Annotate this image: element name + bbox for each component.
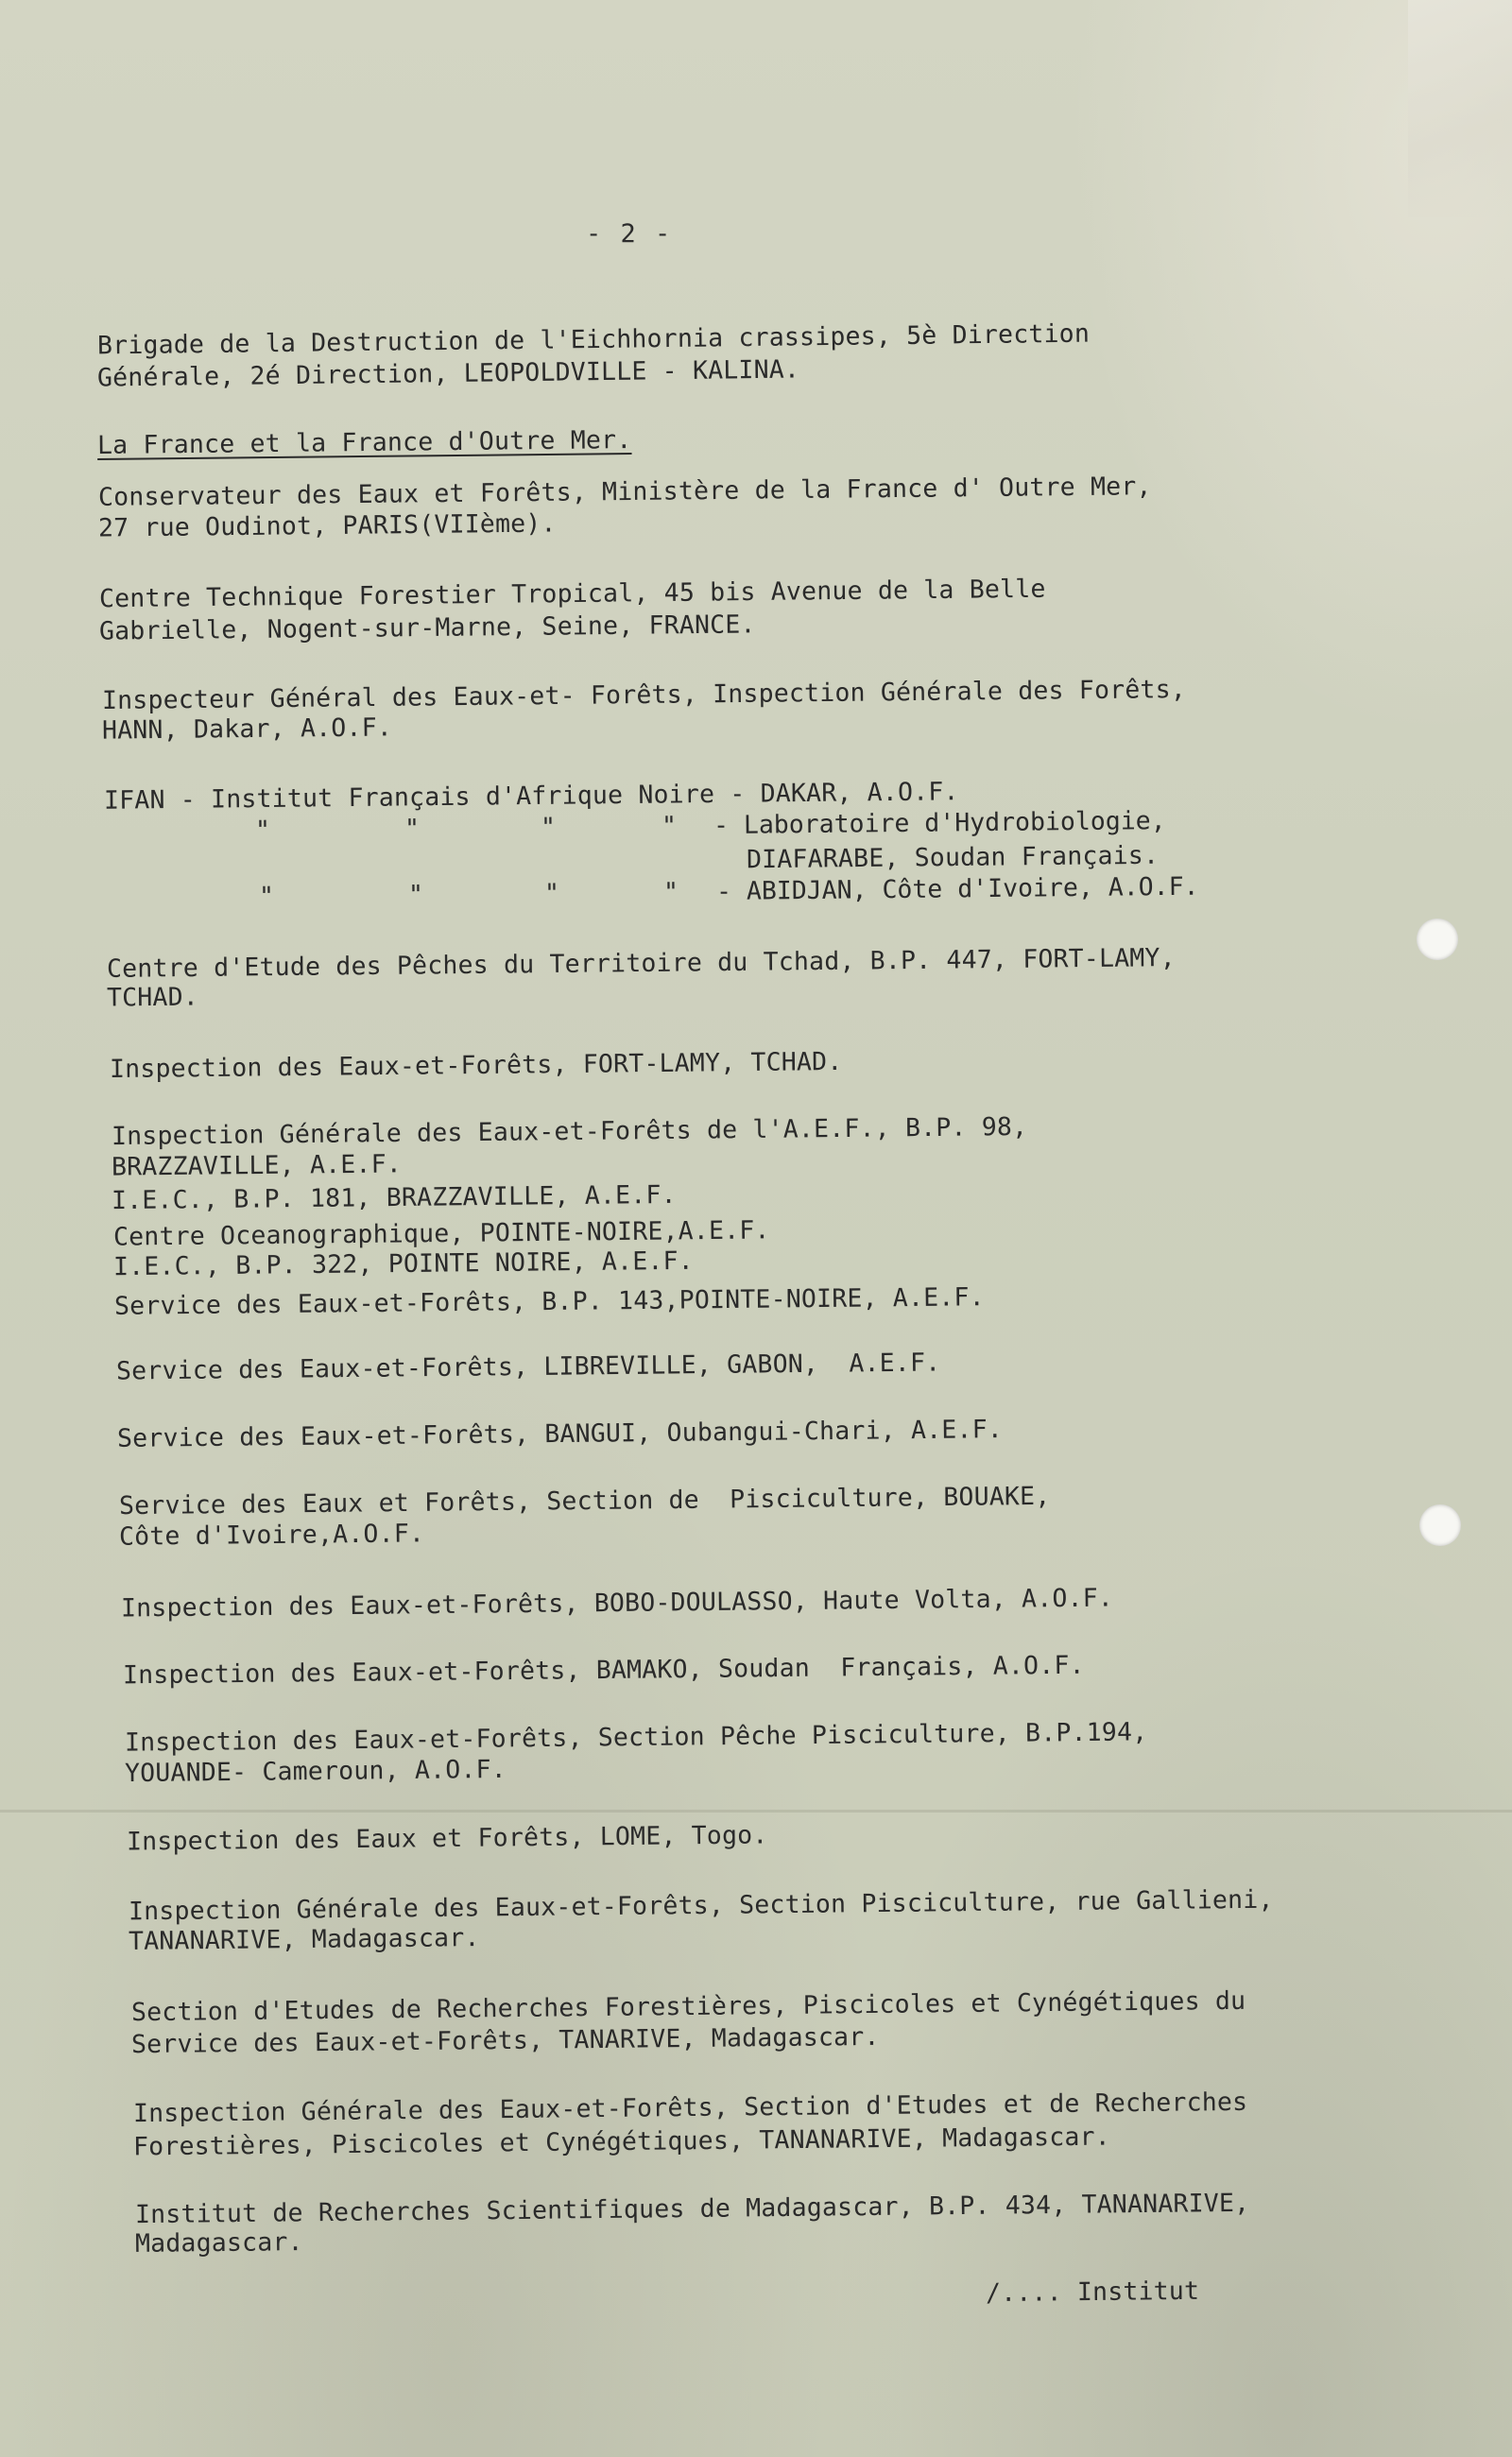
entry-bobo-dioulasso: Inspection des Eaux-et-Forêts, BOBO-DOULASSO, Haute Volta, A.O.F.	[120, 1583, 1114, 1624]
continuation-marker: /.... Institut	[985, 2276, 1200, 2309]
entry-tchad-peches-line-1: Centre d'Etude des Pêches du Territoire du Tchad, B.P. 447, FORT-LAMY,	[106, 943, 1176, 984]
entry-inspecteur-line-1: Inspecteur Général des Eaux-et- Forêts, Inspection Générale des Forêts,	[101, 674, 1187, 716]
entry-centre-technique-line-1: Centre Technique Forestier Tropical, 45 bis Avenue de la Belle	[98, 574, 1046, 614]
ditto-mark: "	[254, 815, 271, 846]
entry-bouake-line-1: Service des Eaux et Forêts, Section de Pisciculture, BOUAKE,	[118, 1481, 1051, 1521]
ifan-laboratoire-line-1: - Laboratoire d'Hydrobiologie,	[713, 806, 1166, 841]
section-heading: La France et la France d'Outre Mer.	[96, 425, 632, 460]
entry-conservateur-line-2: 27 rue Oudinot, PARIS(VIIème).	[97, 508, 557, 543]
entry-inspection-madagascar-line-2: Forestières, Piscicoles et Cynégétiques, TANANARIVE, Madagascar.	[132, 2122, 1111, 2162]
entry-bouake-line-2: Côte d'Ivoire,A.O.F.	[118, 1519, 425, 1552]
entry-aef-line-4: Centre Oceanographique, POINTE-NOIRE,A.E.F.	[112, 1215, 770, 1252]
ditto-mark: "	[540, 812, 557, 842]
ditto-mark: "	[662, 877, 679, 907]
ditto-mark: "	[407, 880, 424, 910]
entry-ifan-line-1: IFAN - Institut Français d'Afrique Noire - DAKAR, A.O.F.	[103, 777, 959, 816]
punch-hole-top	[1417, 919, 1458, 960]
entry-brigade-line-1: Brigade de la Destruction de l'Eichhornia crassipes, 5è Direction	[96, 318, 1091, 361]
entry-section-etudes-line-1: Section d'Etudes de Recherches Forestières, Piscicoles et Cynégétiques du	[130, 1985, 1246, 2028]
entry-conservateur-line-1: Conservateur des Eaux et Forêts, Ministère de la France d' Outre Mer,	[97, 472, 1152, 512]
entry-inspecteur-line-2: HANN, Dakar, A.O.F.	[101, 713, 393, 746]
entry-tchad-peches-line-2: TCHAD.	[106, 982, 199, 1013]
entry-centre-technique-line-2: Gabrielle, Nogent-sur-Marne, Seine, FRANCE.	[98, 610, 756, 646]
ditto-mark: "	[661, 811, 678, 841]
entry-aef-line-1: Inspection Générale des Eaux-et-Forêts de l'A.E.F., B.P. 98,	[111, 1111, 1028, 1152]
entry-yaounde-line-1: Inspection des Eaux-et-Forêts, Section Pêche Pisciculture, B.P.194,	[124, 1717, 1148, 1758]
ditto-mark: "	[258, 881, 275, 912]
torn-corner	[1408, 0, 1512, 217]
entry-aef-line-5: I.E.C., B.P. 322, POINTE NOIRE, A.E.F.	[112, 1246, 695, 1282]
entry-bangui: Service des Eaux-et-Forêts, BANGUI, Oubangui-Chari, A.E.F.	[116, 1415, 1004, 1453]
entry-libreville: Service des Eaux-et-Forêts, LIBREVILLE, GABON, A.E.F.	[115, 1348, 941, 1386]
ifan-ditto-row-2	[104, 868, 1332, 916]
entry-brigade-line-2: Générale, 2é Direction, LEOPOLDVILLE - KALINA.	[96, 354, 800, 393]
entry-bamako: Inspection des Eaux-et-Forêts, BAMAKO, Soudan Français, A.O.F.	[122, 1650, 1085, 1691]
entry-inspection-madagascar-line-1: Inspection Générale des Eaux-et-Forêts, Section d'Etudes et de Recherches	[132, 2087, 1248, 2129]
entry-aef-line-6: Service des Eaux-et-Forêts, B.P. 143,POINTE-NOIRE, A.E.F.	[113, 1282, 985, 1321]
ditto-mark: "	[543, 878, 560, 908]
entry-lome: Inspection des Eaux et Forêts, LOME, Togo.	[126, 1820, 768, 1857]
page-number: - 2 -	[586, 219, 673, 249]
punch-hole-bottom	[1419, 1504, 1461, 1546]
ifan-abidjan: - ABIDJAN, Côte d'Ivoire, A.O.F.	[715, 871, 1199, 907]
ditto-mark: "	[404, 814, 421, 844]
ifan-laboratoire-line-2: DIAFARABE, Soudan Français.	[746, 840, 1160, 875]
entry-institut-recherches-line-2: Madagascar.	[134, 2227, 303, 2259]
entry-aef-line-3: I.E.C., B.P. 181, BRAZZAVILLE, A.E.F.	[111, 1179, 677, 1216]
page-crease	[0, 1810, 1512, 1813]
entry-tananarive-gallieni-line-1: Inspection Générale des Eaux-et-Forêts, Section Pisciculture, rue Gallieni,	[128, 1884, 1274, 1927]
entry-section-etudes-line-2: Service des Eaux-et-Forêts, TANARIVE, Madagascar.	[130, 2021, 880, 2060]
entry-institut-recherches-line-1: Institut de Recherches Scientifiques de Madagascar, B.P. 434, TANANARIVE,	[134, 2188, 1250, 2230]
entry-yaounde-line-2: YOUANDE- Cameroun, A.O.F.	[124, 1754, 507, 1789]
entry-tchad-inspection: Inspection des Eaux-et-Forêts, FORT-LAMY, TCHAD.	[109, 1046, 843, 1085]
entry-tananarive-gallieni-line-2: TANANARIVE, Madagascar.	[128, 1923, 480, 1956]
entry-aef-line-2: BRAZZAVILLE, A.E.F.	[111, 1149, 403, 1182]
